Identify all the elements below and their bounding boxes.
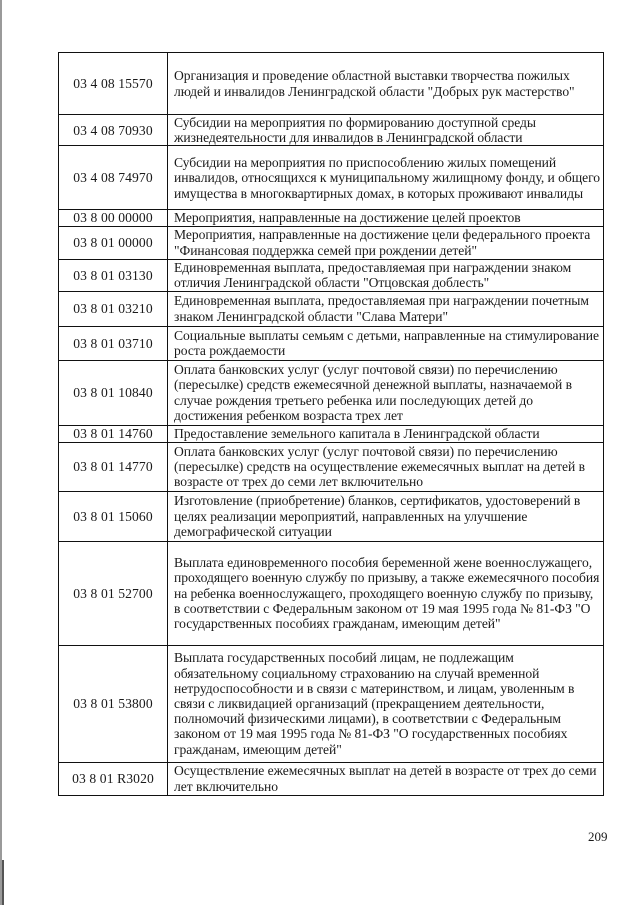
row-code: 03 8 01 10840 [59,360,168,425]
row-description: Предоставление земельного капитала в Ленинградской области [168,425,604,442]
budget-classification-table [58,52,604,796]
row-code: 03 8 01 14770 [59,442,168,491]
table-row [59,226,604,259]
row-description: Социальные выплаты семьям с детьми, направленные на стимулирование роста рождаемости [168,326,604,360]
row-description: Мероприятия, направленные на достижение цели федерального проекта "Финансовая поддержка семей при рождении детей" [168,226,604,259]
row-code: 03 8 01 52700 [59,541,168,645]
table-row [59,541,604,645]
row-description: Субсидии на мероприятия по приспособлению жилых помещений инвалидов, относящихся к муниципальному жилищному фонду, и общего имущества в многоквартирных домах, в которых проживают инвалиды [168,146,604,210]
table-row [59,442,604,491]
row-code: 03 4 08 15570 [59,53,168,115]
row-code: 03 8 01 15060 [59,491,168,541]
table-row [59,645,604,762]
row-code: 03 8 00 00000 [59,210,168,226]
row-code: 03 8 01 R3020 [59,762,168,795]
page-number: 209 [588,829,608,844]
row-description: Изготовление (приобретение) бланков, сертификатов, удостоверений в целях реализации мероприятий, направленных на улучшение демографической ситуации [168,491,604,541]
row-code: 03 8 01 03130 [59,259,168,291]
scan-edge-mark [2,860,4,905]
table-row [59,53,604,115]
row-description: Оплата банковских услуг (услуг почтовой связи) по перечислению (пересылке) средств на осуществление ежемесячных выплат на детей в возрасте от трех до семи лет включительно [168,442,604,491]
table-row [59,291,604,326]
table-row [59,326,604,360]
scan-edge [0,0,2,905]
row-description: Субсидии на мероприятия по формированию доступной среды жизнедеятельности для инвалидов в Ленинградской области [168,115,604,146]
row-description: Единовременная выплата, предоставляемая при награждении почетным знаком Ленинградской области "Слава Матери" [168,291,604,326]
row-description: Выплата единовременного пособия беременной жене военнослужащего, проходящего военную службу по призыву, а также ежемесячного пособия на ребенка военнослужащего, проходящего военную службу по призыву, в соответствии с Федеральным законом от 19 мая 1995 года № 81-ФЗ "О государственных пособиях гражданам, имеющим детей" [168,541,604,645]
row-code: 03 8 01 14760 [59,425,168,442]
table-row [59,115,604,146]
table-row [59,491,604,541]
table-row [59,425,604,442]
row-code: 03 8 01 03710 [59,326,168,360]
row-code: 03 8 01 03210 [59,291,168,326]
row-description: Оплата банковских услуг (услуг почтовой связи) по перечислению (пересылке) средств ежемесячной денежной выплаты, назначаемой в случае рождения третьего ребенка или последующих детей до достижения ребенком возраста трех лет [168,360,604,425]
row-description: Выплата государственных пособий лицам, не подлежащим обязательному социальному страхованию на случай временной нетрудоспособности и в связи с материнством, и лицам, уволенным в связи с ликвидацией организаций (прекращением деятельности, полномочий физическими лицами), в соответствии с Федеральным законом от 19 мая 1995 года № 81-ФЗ "О государственных пособиях гражданам, имеющим детей" [168,645,604,762]
row-description: Организация и проведение областной выставки творчества пожилых людей и инвалидов Ленинградской области "Добрых рук мастерство" [168,53,604,115]
table-row [59,146,604,210]
table-row [59,762,604,795]
row-description: Осуществление ежемесячных выплат на детей в возрасте от трех до семи лет включительно [168,762,604,795]
table-row [59,210,604,226]
table-row [59,259,604,291]
row-code: 03 8 01 00000 [59,226,168,259]
row-code: 03 4 08 70930 [59,115,168,146]
table-row [59,360,604,425]
row-code: 03 8 01 53800 [59,645,168,762]
row-description: Единовременная выплата, предоставляемая при награждении знаком отличия Ленинградской области "Отцовская доблесть" [168,259,604,291]
row-description: Мероприятия, направленные на достижение целей проектов [168,210,604,226]
row-code: 03 4 08 74970 [59,146,168,210]
